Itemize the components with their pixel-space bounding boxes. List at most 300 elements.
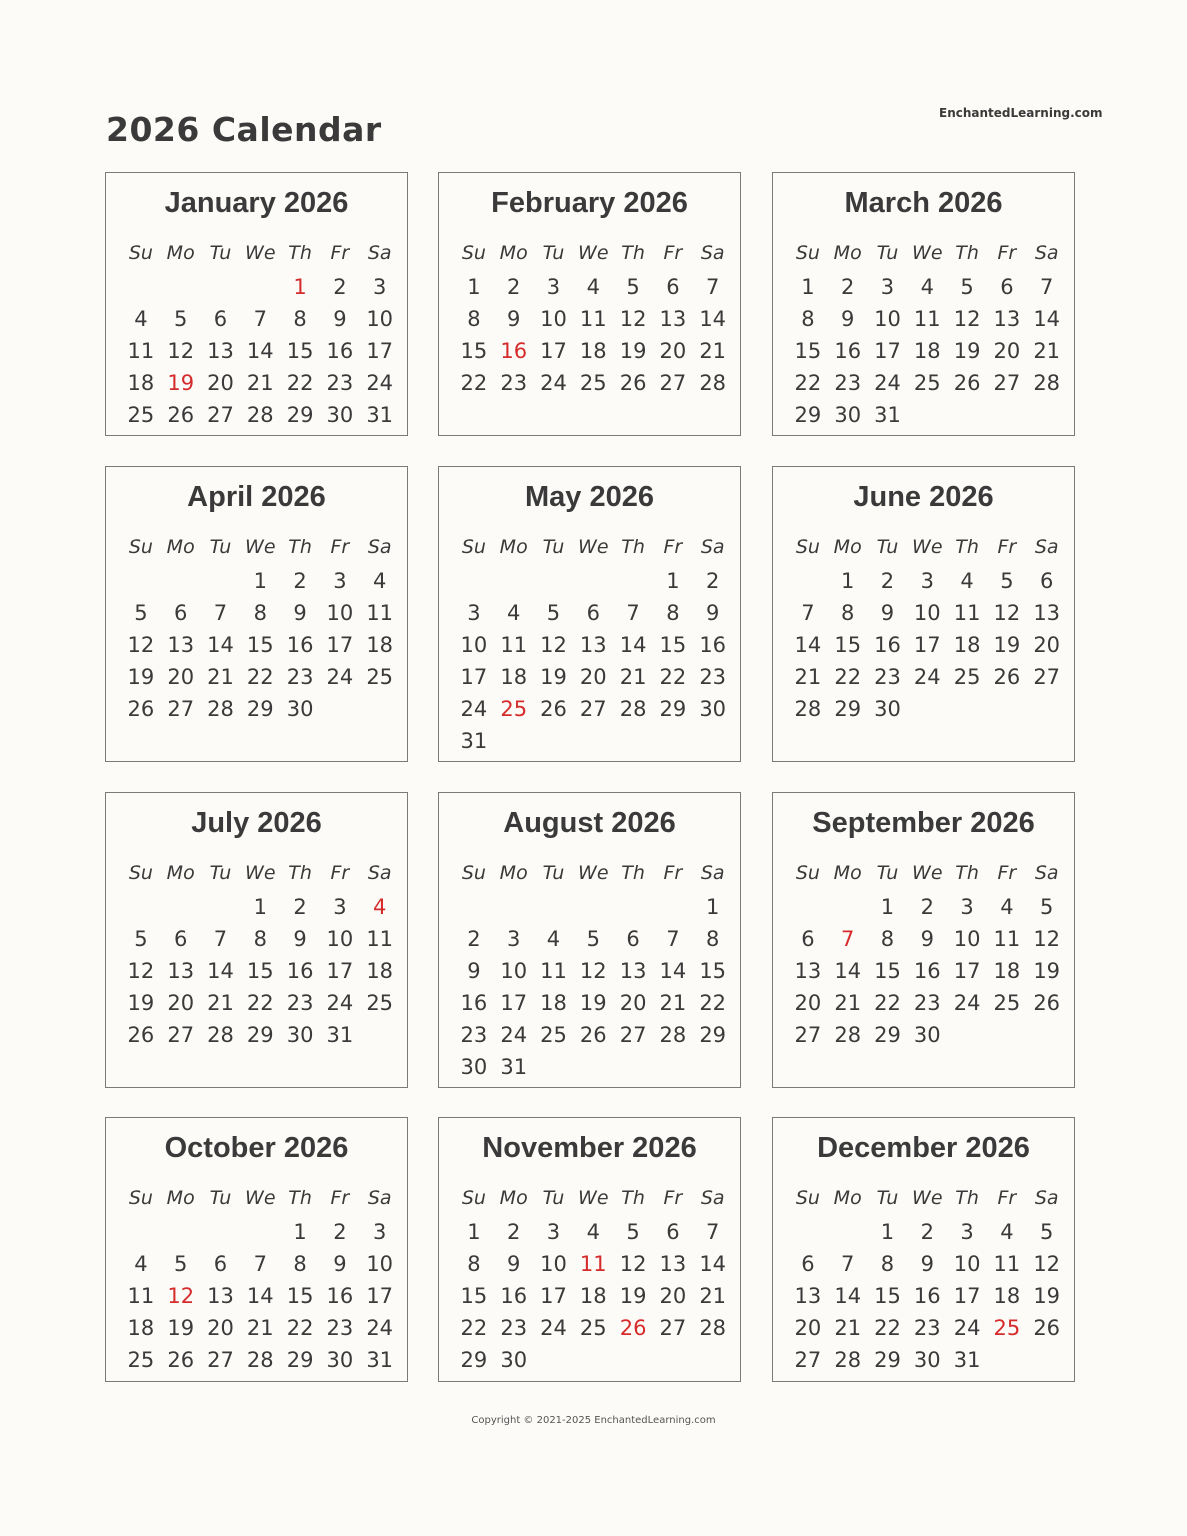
date-cell: 26 bbox=[167, 403, 195, 427]
date-cell: 14 bbox=[659, 959, 687, 983]
date-cell: 4 bbox=[586, 275, 600, 299]
date-cell: 24 bbox=[540, 371, 567, 395]
holiday-date: 16 bbox=[500, 339, 528, 363]
date-cell: 21 bbox=[834, 1316, 862, 1340]
date-cell: 21 bbox=[1033, 339, 1061, 363]
empty-cell bbox=[201, 1216, 241, 1248]
weekday-header: We bbox=[245, 536, 276, 558]
month-title: August 2026 bbox=[503, 807, 676, 839]
date-cell: 13 bbox=[659, 1252, 687, 1276]
date-cell: 7 bbox=[841, 1252, 855, 1276]
date-cell: 17 bbox=[326, 959, 354, 983]
date-cell: 3 bbox=[372, 1220, 387, 1244]
month-title: February 2026 bbox=[491, 187, 688, 219]
weekday-header: Fr bbox=[330, 536, 350, 558]
date-cell: 19 bbox=[540, 665, 567, 689]
date-cell: 21 bbox=[207, 665, 234, 689]
date-cell: 6 bbox=[626, 927, 640, 951]
date-cell: 2 bbox=[467, 927, 481, 951]
date-cell: 18 bbox=[579, 1284, 607, 1308]
date-cell: 8 bbox=[880, 927, 895, 951]
date-cell: 22 bbox=[659, 665, 687, 689]
month-title: December 2026 bbox=[817, 1132, 1030, 1164]
date-cell: 3 bbox=[546, 1220, 561, 1244]
date-cell: 15 bbox=[699, 959, 727, 983]
date-cell: 23 bbox=[326, 371, 354, 395]
date-cell: 1 bbox=[467, 275, 481, 299]
weekday-header: Tu bbox=[542, 536, 565, 558]
weekday-header: Th bbox=[955, 862, 979, 884]
weekday-header: Fr bbox=[997, 862, 1017, 884]
date-cell: 23 bbox=[699, 665, 727, 689]
date-cell: 27 bbox=[659, 371, 687, 395]
date-cell: 22 bbox=[246, 991, 274, 1015]
date-cell: 10 bbox=[874, 307, 901, 331]
date-cell: 21 bbox=[699, 339, 727, 363]
date-cell: 4 bbox=[134, 1252, 148, 1276]
month-august bbox=[438, 792, 741, 1088]
date-cell: 29 bbox=[874, 1348, 901, 1372]
date-cell: 9 bbox=[507, 1252, 521, 1276]
date-cell: 4 bbox=[960, 569, 974, 593]
date-cell: 10 bbox=[366, 307, 394, 331]
date-cell: 17 bbox=[460, 665, 488, 689]
date-cell: 25 bbox=[993, 991, 1021, 1015]
date-cell: 8 bbox=[253, 601, 267, 625]
date-cell: 7 bbox=[626, 601, 640, 625]
date-cell: 2 bbox=[841, 275, 855, 299]
empty-cell bbox=[240, 1216, 280, 1248]
date-cell: 11 bbox=[993, 1252, 1021, 1276]
date-cell: 27 bbox=[659, 1316, 687, 1340]
month-october bbox=[105, 1117, 408, 1382]
date-cell: 25 bbox=[579, 1316, 607, 1340]
date-cell: 16 bbox=[326, 339, 354, 363]
date-cell: 23 bbox=[286, 665, 314, 689]
date-cell: 2 bbox=[507, 1220, 521, 1244]
date-cell: 14 bbox=[794, 633, 822, 657]
date-cell: 15 bbox=[286, 1284, 314, 1308]
date-cell: 24 bbox=[540, 1316, 567, 1340]
date-cell: 22 bbox=[794, 371, 822, 395]
date-cell: 9 bbox=[293, 927, 307, 951]
date-cell: 9 bbox=[467, 959, 481, 983]
weekday-header: Sa bbox=[700, 536, 725, 558]
date-cell: 8 bbox=[253, 927, 267, 951]
date-cell: 1 bbox=[253, 895, 267, 919]
date-cell: 20 bbox=[993, 339, 1021, 363]
empty-cell bbox=[454, 565, 494, 597]
date-cell: 13 bbox=[167, 633, 195, 657]
date-cell: 13 bbox=[207, 1284, 234, 1308]
date-cell: 1 bbox=[705, 895, 720, 919]
weekday-header: Mo bbox=[499, 536, 528, 558]
date-cell: 12 bbox=[993, 601, 1021, 625]
date-cell: 5 bbox=[960, 275, 974, 299]
date-cell: 4 bbox=[920, 275, 934, 299]
weekday-header: Su bbox=[795, 1187, 820, 1209]
date-cell: 20 bbox=[1033, 633, 1061, 657]
weekday-header: Tu bbox=[542, 862, 565, 884]
date-cell: 11 bbox=[500, 633, 528, 657]
date-cell: 22 bbox=[246, 665, 274, 689]
weekday-header: Sa bbox=[700, 1187, 725, 1209]
date-cell: 29 bbox=[834, 697, 862, 721]
date-cell: 28 bbox=[1033, 371, 1061, 395]
date-cell: 9 bbox=[920, 1252, 934, 1276]
date-cell: 9 bbox=[293, 601, 307, 625]
date-cell: 18 bbox=[127, 1316, 155, 1340]
date-cell: 9 bbox=[507, 307, 521, 331]
weekday-header: Sa bbox=[700, 862, 725, 884]
date-cell: 16 bbox=[326, 1284, 354, 1308]
date-cell: 27 bbox=[993, 371, 1021, 395]
date-cell: 25 bbox=[579, 371, 607, 395]
date-cell: 18 bbox=[579, 339, 607, 363]
holiday-date: 26 bbox=[619, 1316, 647, 1340]
date-cell: 4 bbox=[1000, 895, 1014, 919]
month-may bbox=[438, 466, 741, 762]
date-cell: 30 bbox=[326, 403, 354, 427]
month-june bbox=[772, 466, 1075, 762]
month-november bbox=[438, 1117, 741, 1382]
date-cell: 7 bbox=[253, 1252, 267, 1276]
month-title: March 2026 bbox=[844, 187, 1003, 219]
weekday-header: Sa bbox=[1034, 242, 1059, 264]
date-cell: 19 bbox=[579, 991, 607, 1015]
date-cell: 24 bbox=[874, 371, 901, 395]
date-cell: 15 bbox=[460, 1284, 488, 1308]
date-cell: 15 bbox=[834, 633, 862, 657]
date-cell: 10 bbox=[913, 601, 941, 625]
date-cell: 18 bbox=[913, 339, 941, 363]
weekday-header: We bbox=[245, 242, 276, 264]
date-cell: 23 bbox=[913, 1316, 941, 1340]
date-cell: 27 bbox=[1033, 665, 1061, 689]
weekday-header: We bbox=[578, 536, 609, 558]
date-cell: 15 bbox=[246, 633, 274, 657]
date-cell: 11 bbox=[579, 307, 607, 331]
date-cell: 3 bbox=[920, 569, 934, 593]
date-cell: 19 bbox=[1033, 959, 1061, 983]
date-cell: 26 bbox=[993, 665, 1021, 689]
date-cell: 22 bbox=[699, 991, 727, 1015]
empty-cell bbox=[454, 891, 494, 923]
date-cell: 3 bbox=[333, 569, 347, 593]
date-cell: 27 bbox=[207, 403, 234, 427]
date-cell: 11 bbox=[127, 1284, 155, 1308]
date-cell: 14 bbox=[246, 339, 274, 363]
date-cell: 28 bbox=[699, 1316, 727, 1340]
date-cell: 11 bbox=[127, 339, 155, 363]
date-cell: 26 bbox=[953, 371, 981, 395]
date-cell: 25 bbox=[366, 991, 394, 1015]
weekday-header: Su bbox=[461, 1187, 486, 1209]
date-cell: 14 bbox=[699, 1252, 727, 1276]
date-cell: 30 bbox=[913, 1348, 941, 1372]
date-cell: 5 bbox=[174, 307, 188, 331]
month-title: July 2026 bbox=[191, 807, 322, 839]
date-cell: 13 bbox=[794, 959, 822, 983]
weekday-header: Mo bbox=[166, 536, 195, 558]
empty-cell bbox=[121, 271, 161, 303]
weekday-header: Fr bbox=[330, 242, 350, 264]
weekday-header: Th bbox=[955, 1187, 979, 1209]
date-cell: 24 bbox=[460, 697, 488, 721]
weekday-header: Tu bbox=[542, 242, 565, 264]
date-cell: 12 bbox=[619, 1252, 647, 1276]
empty-cell bbox=[613, 891, 653, 923]
month-march bbox=[772, 172, 1075, 436]
date-cell: 16 bbox=[286, 633, 314, 657]
date-cell: 17 bbox=[874, 339, 901, 363]
date-cell: 31 bbox=[874, 403, 901, 427]
date-cell: 27 bbox=[167, 697, 195, 721]
date-cell: 9 bbox=[841, 307, 855, 331]
weekday-header: Mo bbox=[499, 862, 528, 884]
weekday-header: Mo bbox=[833, 242, 862, 264]
weekday-header: Mo bbox=[499, 1187, 528, 1209]
date-cell: 30 bbox=[913, 1023, 941, 1047]
date-cell: 6 bbox=[1039, 569, 1054, 593]
date-cell: 20 bbox=[659, 1284, 687, 1308]
date-cell: 4 bbox=[1000, 1220, 1014, 1244]
holiday-date: 12 bbox=[167, 1284, 195, 1308]
date-cell: 19 bbox=[167, 1316, 195, 1340]
date-cell: 24 bbox=[366, 1316, 394, 1340]
month-title: May 2026 bbox=[525, 481, 654, 513]
date-cell: 30 bbox=[460, 1055, 488, 1079]
date-cell: 11 bbox=[540, 959, 567, 983]
date-cell: 24 bbox=[913, 665, 941, 689]
date-cell: 13 bbox=[794, 1284, 822, 1308]
date-cell: 24 bbox=[326, 991, 354, 1015]
date-cell: 17 bbox=[326, 633, 354, 657]
date-cell: 5 bbox=[1000, 569, 1014, 593]
date-cell: 16 bbox=[286, 959, 314, 983]
weekday-header: We bbox=[578, 862, 609, 884]
weekday-header: Tu bbox=[876, 1187, 899, 1209]
weekday-header: Mo bbox=[166, 862, 195, 884]
weekday-header: Th bbox=[621, 536, 645, 558]
weekday-header: Th bbox=[621, 242, 645, 264]
date-cell: 16 bbox=[913, 1284, 941, 1308]
weekday-header: Mo bbox=[833, 862, 862, 884]
date-cell: 16 bbox=[874, 633, 901, 657]
month-february bbox=[438, 172, 741, 436]
date-cell: 1 bbox=[841, 569, 855, 593]
date-cell: 6 bbox=[1000, 275, 1014, 299]
date-cell: 24 bbox=[326, 665, 354, 689]
date-cell: 10 bbox=[953, 1252, 981, 1276]
date-cell: 10 bbox=[540, 307, 567, 331]
date-cell: 2 bbox=[293, 895, 307, 919]
weekday-header: Th bbox=[621, 862, 645, 884]
weekday-header: Th bbox=[621, 1187, 645, 1209]
date-cell: 3 bbox=[546, 275, 561, 299]
date-cell: 31 bbox=[366, 1348, 394, 1372]
date-cell: 25 bbox=[540, 1023, 567, 1047]
date-cell: 17 bbox=[540, 1284, 567, 1308]
date-cell: 23 bbox=[460, 1023, 488, 1047]
month-january bbox=[105, 172, 408, 436]
date-cell: 22 bbox=[460, 371, 488, 395]
date-cell: 25 bbox=[127, 1348, 155, 1372]
date-cell: 25 bbox=[127, 403, 155, 427]
weekday-header: Fr bbox=[330, 862, 350, 884]
month-title: November 2026 bbox=[482, 1132, 697, 1164]
weekday-header: Sa bbox=[700, 242, 725, 264]
date-cell: 8 bbox=[666, 601, 680, 625]
weekday-header: Th bbox=[955, 242, 979, 264]
weekday-header: Su bbox=[795, 536, 820, 558]
weekday-header: Fr bbox=[997, 1187, 1017, 1209]
date-cell: 2 bbox=[880, 569, 895, 593]
date-cell: 14 bbox=[246, 1284, 274, 1308]
date-cell: 15 bbox=[874, 1284, 901, 1308]
date-cell: 9 bbox=[333, 1252, 347, 1276]
weekday-header: Tu bbox=[209, 242, 232, 264]
date-cell: 3 bbox=[507, 927, 521, 951]
date-cell: 28 bbox=[834, 1023, 862, 1047]
date-cell: 10 bbox=[540, 1252, 567, 1276]
date-cell: 5 bbox=[174, 1252, 188, 1276]
date-cell: 21 bbox=[659, 991, 687, 1015]
date-cell: 21 bbox=[246, 371, 274, 395]
date-cell: 3 bbox=[467, 601, 481, 625]
date-cell: 9 bbox=[705, 601, 720, 625]
date-cell: 16 bbox=[699, 633, 727, 657]
date-cell: 4 bbox=[586, 1220, 600, 1244]
date-cell: 19 bbox=[127, 665, 155, 689]
date-cell: 13 bbox=[167, 959, 195, 983]
empty-cell bbox=[653, 891, 693, 923]
date-cell: 6 bbox=[666, 275, 680, 299]
empty-cell bbox=[201, 891, 241, 923]
date-cell: 7 bbox=[666, 927, 680, 951]
date-cell: 20 bbox=[619, 991, 647, 1015]
empty-cell bbox=[573, 891, 613, 923]
weekday-header: Tu bbox=[209, 862, 232, 884]
date-cell: 2 bbox=[293, 569, 307, 593]
date-cell: 29 bbox=[246, 1023, 274, 1047]
date-cell: 10 bbox=[953, 927, 981, 951]
date-cell: 24 bbox=[500, 1023, 528, 1047]
weekday-header: Mo bbox=[166, 242, 195, 264]
date-cell: 21 bbox=[794, 665, 822, 689]
date-cell: 14 bbox=[207, 633, 234, 657]
weekday-header: We bbox=[912, 242, 943, 264]
date-cell: 23 bbox=[286, 991, 314, 1015]
weekday-header: Sa bbox=[1034, 536, 1059, 558]
empty-cell bbox=[121, 891, 161, 923]
copyright-footer: Copyright © 2021-2025 EnchantedLearning.com bbox=[471, 1415, 716, 1426]
date-cell: 20 bbox=[207, 371, 234, 395]
date-cell: 16 bbox=[834, 339, 862, 363]
empty-cell bbox=[534, 891, 574, 923]
day-grid bbox=[788, 859, 1068, 1051]
date-cell: 19 bbox=[993, 633, 1021, 657]
date-cell: 8 bbox=[467, 1252, 481, 1276]
date-cell: 16 bbox=[500, 1284, 528, 1308]
weekday-header: Mo bbox=[833, 1187, 862, 1209]
date-cell: 17 bbox=[366, 1284, 394, 1308]
date-cell: 14 bbox=[699, 307, 727, 331]
date-cell: 6 bbox=[666, 1220, 680, 1244]
weekday-header: Tu bbox=[876, 242, 899, 264]
date-cell: 25 bbox=[953, 665, 981, 689]
date-cell: 30 bbox=[326, 1348, 354, 1372]
date-cell: 29 bbox=[286, 1348, 314, 1372]
date-cell: 29 bbox=[286, 403, 314, 427]
date-cell: 23 bbox=[874, 665, 901, 689]
date-cell: 31 bbox=[326, 1023, 354, 1047]
date-cell: 25 bbox=[913, 371, 941, 395]
day-grid bbox=[788, 1184, 1068, 1376]
weekday-header: Su bbox=[128, 1187, 153, 1209]
date-cell: 2 bbox=[920, 1220, 934, 1244]
weekday-header: Su bbox=[461, 862, 486, 884]
day-grid bbox=[121, 533, 401, 725]
weekday-header: We bbox=[912, 862, 943, 884]
date-cell: 15 bbox=[246, 959, 274, 983]
date-cell: 25 bbox=[366, 665, 394, 689]
month-july bbox=[105, 792, 408, 1088]
date-cell: 14 bbox=[207, 959, 234, 983]
weekday-header: We bbox=[912, 1187, 943, 1209]
date-cell: 26 bbox=[540, 697, 567, 721]
date-cell: 15 bbox=[659, 633, 687, 657]
date-cell: 21 bbox=[834, 991, 862, 1015]
date-cell: 22 bbox=[286, 371, 314, 395]
date-cell: 28 bbox=[659, 1023, 687, 1047]
month-april bbox=[105, 466, 408, 762]
date-cell: 5 bbox=[134, 601, 148, 625]
month-title: June 2026 bbox=[853, 481, 994, 513]
empty-cell bbox=[201, 271, 241, 303]
day-grid bbox=[121, 239, 401, 431]
date-cell: 18 bbox=[953, 633, 981, 657]
month-december bbox=[772, 1117, 1075, 1382]
empty-cell bbox=[788, 565, 828, 597]
date-cell: 19 bbox=[127, 991, 155, 1015]
date-cell: 15 bbox=[460, 339, 488, 363]
weekday-header: Sa bbox=[1034, 862, 1059, 884]
month-title: October 2026 bbox=[164, 1132, 349, 1164]
weekday-header: Sa bbox=[367, 242, 392, 264]
weekday-header: Mo bbox=[166, 1187, 195, 1209]
date-cell: 8 bbox=[841, 601, 855, 625]
month-september bbox=[772, 792, 1075, 1088]
date-cell: 23 bbox=[913, 991, 941, 1015]
date-cell: 6 bbox=[801, 927, 815, 951]
month-title: September 2026 bbox=[812, 807, 1035, 839]
weekday-header: Sa bbox=[367, 862, 392, 884]
date-cell: 14 bbox=[834, 1284, 862, 1308]
date-cell: 29 bbox=[460, 1348, 488, 1372]
empty-cell bbox=[240, 271, 280, 303]
weekday-header: Fr bbox=[663, 242, 683, 264]
date-cell: 12 bbox=[953, 307, 981, 331]
holiday-date: 25 bbox=[993, 1316, 1021, 1340]
date-cell: 21 bbox=[619, 665, 647, 689]
date-cell: 1 bbox=[293, 1220, 307, 1244]
date-cell: 17 bbox=[540, 339, 567, 363]
date-cell: 17 bbox=[366, 339, 394, 363]
date-cell: 13 bbox=[1033, 601, 1061, 625]
date-cell: 19 bbox=[953, 339, 981, 363]
date-cell: 11 bbox=[366, 601, 394, 625]
